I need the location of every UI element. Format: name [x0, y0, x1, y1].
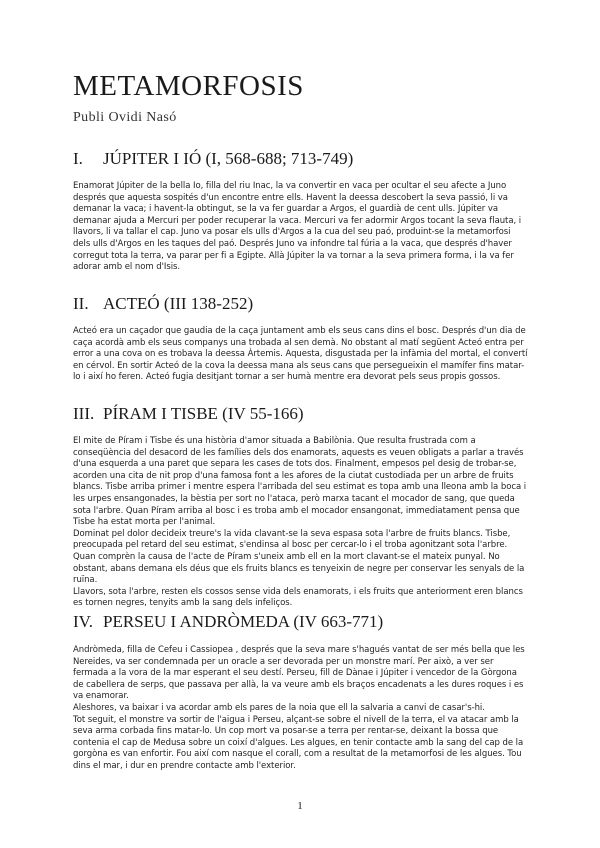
paragraph: El mite de Píram i Tisbe és una història d'amor situada a Babilònia. Que resulta frustrada com a conseqüència del desacord de les famílies dels dos enamorats, aquests es veuen obligats a parlar a través d'una esquerda a una paret que separa les cases de tots dos. Finalment, empesos pel desig de trobar-se, acorden una cita de nit prop d'una famosa font a les afores de la ciutat custodiada per un arbre de fruits blancs. Tisbe arriba primer i mentre espera l'arribada del seu estimat es topa amb una lleona amb la boca i les urpes ensangonades, la bèstia per sort no l'ataca, però marxa tacant el mocador de sang, que queda sota l'arbre. Quan Píram arriba al bosc i es troba amb el mocador ensangonat, immediatament pensa que Tisbe ha estat morta per l'animal. — [73, 436, 527, 528]
paragraph: Tot seguit, el monstre va sortir de l'aigua i Perseu, alçant-se sobre el nivell de la terra, el va atacar amb la seva arma corbada fins matar-lo. Un cop mort va posar-se a terra per rentar-se, deixant la bossa que contenia el cap de Medusa sobre un coixí d'algues. Les algues, en tenir contacte amb la sang del cap de la gorgòna es van enfortir. Fou així com nasque el corall, com a resultat de la metamorfosi de les algues. Tou dins el mar, i dur en prendre contacte amb l'exterior. — [73, 714, 524, 771]
section-numeral: I. — [73, 149, 83, 168]
paragraph: Andròmeda, filla de Cefeu i Cassiopea , després que la seva mare s'hagués vantat de ser més bella que les Nereides, va ser condemnada per un oracle a ser devorada per un monstre marí. Per això, a ver ser fermada a la vora de la mar esperant el seu destí. Perseu, fill de Dànae i Júpiter i vencedor de la Gòrgona de cabellera de serps, que passava per allà, la va veure amb els braços encadenats a les dures roques i es va enamorar. — [73, 645, 525, 702]
section-numeral: II. — [73, 294, 89, 313]
paragraph: Enamorat Júpiter de la bella Io, filla del riu Inac, la va convertir en vaca per ocultar el seu afecte a Juno després que aquesta sospités d'un encontre entre ells. Havent la deessa descobert la seva passió, li va demanar la vaca; i havent-la obtingut, se la va fer guardar a Argos, el guardià de cent ulls. Júpiter va demanar ajuda a Mercuri per poder recuperar la vaca. Mercuri va fer adormir Argos tocant la seva flauta, i llavors, li va tallar el cap. Juno va posar els ulls d'Argos a la cua del seu paó, produint-se la metamorfosi dels ulls d'Argos en les taques del paó. Després Juno va infondre tal fúria a la vaca, que després d'haver corregut tota la terra, va parar per fi a Egipte. Allà Júpiter la va tornar a la seva primera forma, i la va fer adorar amb el nom d'Isis. — [73, 181, 522, 273]
section-numeral: IV. — [73, 612, 93, 631]
section-numeral: III. — [73, 404, 95, 423]
paragraph: Llavors, sota l'arbre, resten els cossos sense vida dels enamorats, i els fruits que anteriorment eren blancs es tornen negres, tenyits amb la sang dels infeliços. — [73, 586, 523, 609]
section-heading-4 — [73, 613, 383, 630]
section-heading-2 — [73, 295, 253, 312]
section-heading-1 — [73, 150, 353, 167]
page-number: 1 — [297, 800, 303, 812]
document-author: Publi Ovidi Nasó — [73, 110, 177, 125]
section-heading-text: JÚPITER I IÓ (I, 568-688; 713-749) — [103, 149, 354, 168]
paragraph: Dominat pel dolor decideix treure's la vida clavant-se la seva espasa sota l'arbre de fruits blancs. Tisbe, preocupada pel retard del seu estimat, s'endinsa al bosc per cercar-lo i el troba agonitzant sota l'arbre. Quan comprèn la causa de l'acte de Píram s'uneix amb ell en la mort clavant-se el mateix punyal. No obstant, abans demana els déus que els fruits blancs es tenyeixin de negre per conservar les senyals de la ruïna. — [73, 528, 525, 586]
section-heading-text: PÍRAM I TISBE (IV 55-166) — [103, 404, 304, 423]
paragraph: Acteó era un caçador que gaudia de la caça juntament amb els seus cans dins el bosc. Després d'un dia de caça acordà amb els seus companys una trobada al sen demà. No obstant al matí següent Acteó entra per error a una cova on es trobava la deessa Àrtemis. Aquesta, disgustada per la infàmia del mortal, el convertí en cérvol. En sortir Acteó de la cova la deessa mana als seus cans que persegueixin el mamífer fins matar-lo i així ho feren. Acteó fugia desitjant tornar a ser humà mentre era devorat pels seus propis gossos. — [73, 326, 528, 383]
paragraph: Aleshores, va baixar i va acordar amb els pares de la noia que ell la salvaria a canvi de casar's-hi. — [73, 702, 485, 713]
section-body-4 — [73, 645, 530, 773]
section-heading-3 — [73, 405, 304, 422]
document-title: METAMORFOSIS — [73, 70, 304, 102]
section-body-1 — [73, 181, 530, 274]
section-body-2 — [73, 326, 530, 384]
section-heading-text: ACTEÓ (III 138-252) — [103, 294, 254, 313]
section-body-3 — [73, 436, 530, 610]
section-heading-text: PERSEU I ANDRÒMEDA (IV 663-771) — [103, 612, 384, 631]
